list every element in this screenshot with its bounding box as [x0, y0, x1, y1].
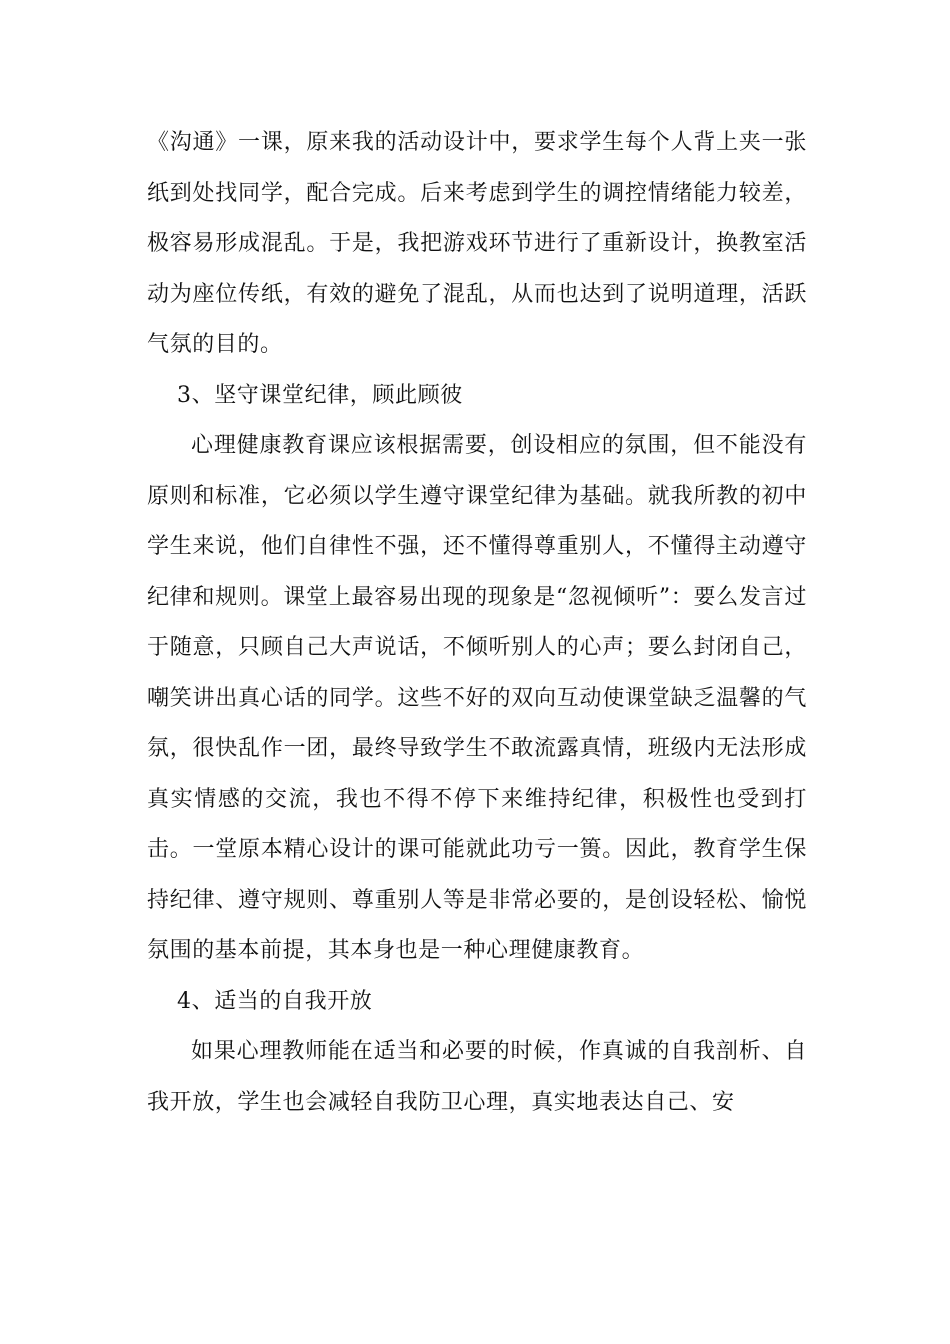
section-heading-3: 3、坚守课堂纪律，顾此顾彼: [177, 382, 463, 408]
document-body: [147, 118, 807, 1128]
paragraph-classroom-discipline: 心理健康教育课应该根据需要，创设相应的氛围，但不能没有原则和标准，它必须以学生遵守课堂纪律为基础。就我所教的初中学生来说，他们自律性不强，还不懂得尊重别人，不懂得主动遵守纪律和规则。课堂上最容易出现的现象是“忽视倾听”：要么发言过于随意，只顾自己大声说话，不倾听别人的心声；要么封闭自己，嘲笑讲出真心话的同学。这些不好的双向互动使课堂缺乏温馨的气氛，很快乱作一团，最终导致学生不敢流露真情，班级内无法形成真实情感的交流，我也不得不停下来维持纪律，积极性也受到打击。一堂原本精心设计的课可能就此功亏一篑。因此，教育学生保持纪律、遵守规则、尊重别人等是非常必要的，是创设轻松、愉悦氛围的基本前提，其本身也是一种心理健康教育。: [147, 433, 807, 963]
paragraph-self-disclosure: 如果心理教师能在适当和必要的时候，作真诚的自我剖析、自我开放，学生也会减轻自我防卫心理，真实地表达自己、安: [147, 1039, 807, 1115]
section-heading-4: 4、适当的自我开放: [177, 988, 373, 1014]
paragraph-goutong-lesson: 《沟通》一课，原来我的活动设计中，要求学生每个人背上夹一张纸到处找同学，配合完成。后来考虑到学生的调控情绪能力较差，极容易形成混乱。于是，我把游戏环节进行了重新设计，换教室活动为座位传纸，有效的避免了混乱，从而也达到了说明道理，活跃气氛的目的。: [147, 130, 807, 357]
